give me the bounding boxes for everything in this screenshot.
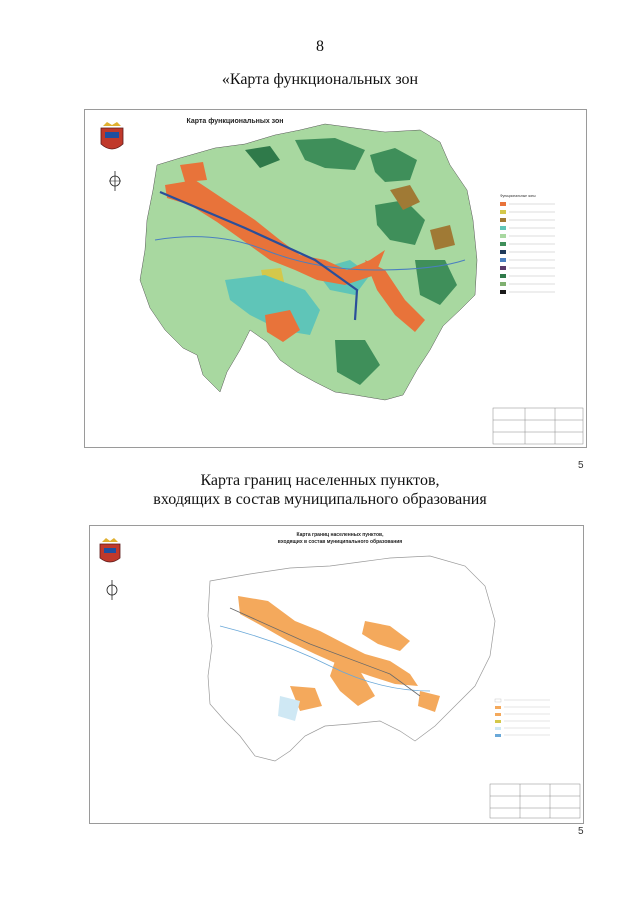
map2-title-line1: Карта границ населенных пунктов, <box>296 532 384 538</box>
side-mark: 5 <box>578 826 584 837</box>
map2-title <box>240 532 440 546</box>
map2-title-line2: входящих в состав муниципального образования <box>277 539 403 545</box>
coat-of-arms-icon <box>101 122 123 149</box>
map-legend <box>500 202 555 294</box>
title-block <box>490 784 580 818</box>
page-number: 8 <box>316 38 324 55</box>
functional-zones-map-sheet <box>84 109 587 448</box>
functional-zones-map <box>85 110 586 447</box>
map1-caption: «Карта функциональных зон <box>221 71 419 88</box>
settlement-boundaries-map-sheet <box>89 525 584 824</box>
north-arrow-icon <box>107 580 117 600</box>
title-block <box>493 408 583 444</box>
map2-caption <box>0 471 640 509</box>
map2-caption-line2: входящих в состав муниципального образования <box>153 491 487 508</box>
map1-title: Карта функциональных зон <box>186 118 284 125</box>
side-mark: 5 <box>578 460 584 471</box>
map-legend <box>495 699 550 737</box>
map2-caption-line1: Карта границ населенных пунктов, <box>200 472 440 489</box>
settlement-boundaries-map <box>90 526 583 823</box>
north-arrow-icon <box>109 171 121 191</box>
legend-heading: Функциональные зоны <box>500 194 536 198</box>
coat-of-arms-icon <box>100 538 120 562</box>
